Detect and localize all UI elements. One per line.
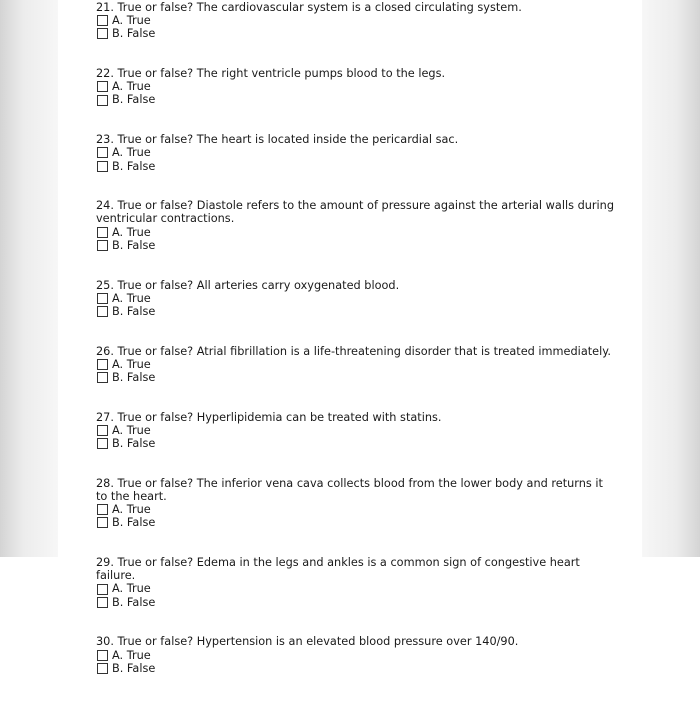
- option-false[interactable]: [97, 437, 616, 450]
- option-true[interactable]: [97, 503, 616, 516]
- option-label: A. True: [112, 291, 151, 305]
- checkbox[interactable]: [97, 359, 108, 370]
- option-false[interactable]: [97, 662, 616, 675]
- checkbox[interactable]: [97, 240, 108, 251]
- option-false[interactable]: [97, 596, 616, 609]
- option-false[interactable]: [97, 305, 616, 318]
- checkbox[interactable]: [97, 584, 108, 595]
- question-text: 29. True or false? Edema in the legs and ankles is a common sign of congestive heart failure.: [96, 556, 580, 583]
- question-text: 23. True or false? The heart is located inside the pericardial sac.: [96, 133, 459, 147]
- checkbox[interactable]: [97, 15, 108, 26]
- question-24: [96, 199, 616, 252]
- option-label: A. True: [112, 582, 151, 596]
- checkbox[interactable]: [97, 293, 108, 304]
- option-true[interactable]: [97, 292, 616, 305]
- option-label: B. False: [112, 159, 156, 173]
- option-label: A. True: [112, 648, 151, 662]
- checkbox[interactable]: [97, 597, 108, 608]
- question-text: 27. True or false? Hyperlipidemia can be treated with statins.: [96, 410, 442, 424]
- checkbox[interactable]: [97, 438, 108, 449]
- option-label: B. False: [112, 370, 156, 384]
- option-label: B. False: [112, 661, 156, 675]
- question-text: 28. True or false? The inferior vena cava collects blood from the lower body and returns it to the heart.: [96, 476, 603, 503]
- checkbox[interactable]: [97, 517, 108, 528]
- option-false[interactable]: [97, 371, 616, 384]
- option-false[interactable]: [97, 93, 616, 106]
- option-label: B. False: [112, 595, 156, 609]
- checkbox[interactable]: [97, 227, 108, 238]
- option-label: A. True: [112, 357, 151, 371]
- question-30: [96, 635, 616, 675]
- option-label: A. True: [112, 146, 151, 160]
- checkbox[interactable]: [97, 650, 108, 661]
- question-29: [96, 556, 616, 609]
- checkbox[interactable]: [97, 306, 108, 317]
- checkbox[interactable]: [97, 95, 108, 106]
- option-label: A. True: [112, 14, 151, 28]
- option-true[interactable]: [97, 649, 616, 662]
- checkbox[interactable]: [97, 161, 108, 172]
- option-true[interactable]: [97, 358, 616, 371]
- option-true[interactable]: [97, 226, 616, 239]
- question-text: 24. True or false? Diastole refers to the amount of pressure against the arterial walls during ventricular contractions.: [96, 199, 615, 226]
- option-label: B. False: [112, 238, 156, 252]
- question-26: [96, 345, 616, 385]
- question-text: 30. True or false? Hypertension is an elevated blood pressure over 140/90.: [96, 635, 519, 649]
- question-22: [96, 67, 616, 107]
- right-margin-shadow: [642, 0, 700, 557]
- option-label: B. False: [112, 93, 156, 107]
- question-text: 22. True or false? The right ventricle pumps blood to the legs.: [96, 67, 446, 81]
- question-27: [96, 411, 616, 451]
- checkbox[interactable]: [97, 425, 108, 436]
- checkbox[interactable]: [97, 147, 108, 158]
- option-false[interactable]: [97, 239, 616, 252]
- checkbox[interactable]: [97, 372, 108, 383]
- option-true[interactable]: [97, 146, 616, 159]
- option-label: B. False: [112, 27, 156, 41]
- option-false[interactable]: [97, 516, 616, 529]
- option-true[interactable]: [97, 80, 616, 93]
- question-text: 26. True or false? Atrial fibrillation is a life-threatening disorder that is treated immediately.: [96, 344, 611, 358]
- checkbox[interactable]: [97, 504, 108, 515]
- question-23: [96, 133, 616, 173]
- quiz-questions: [96, 1, 616, 701]
- option-false[interactable]: [97, 160, 616, 173]
- option-label: A. True: [112, 423, 151, 437]
- question-21: [96, 1, 616, 41]
- question-25: [96, 279, 616, 319]
- checkbox[interactable]: [97, 81, 108, 92]
- checkbox[interactable]: [97, 663, 108, 674]
- option-label: B. False: [112, 516, 156, 530]
- question-text: 21. True or false? The cardiovascular system is a closed circulating system.: [96, 1, 522, 14]
- checkbox[interactable]: [97, 28, 108, 39]
- option-label: B. False: [112, 437, 156, 451]
- question-text: 25. True or false? All arteries carry oxygenated blood.: [96, 278, 400, 292]
- option-label: A. True: [112, 80, 151, 94]
- option-true[interactable]: [97, 14, 616, 27]
- left-margin-shadow: [0, 0, 58, 557]
- option-true[interactable]: [97, 582, 616, 595]
- option-label: A. True: [112, 503, 151, 517]
- question-28: [96, 477, 616, 530]
- option-label: A. True: [112, 225, 151, 239]
- option-true[interactable]: [97, 424, 616, 437]
- option-false[interactable]: [97, 27, 616, 40]
- option-label: B. False: [112, 304, 156, 318]
